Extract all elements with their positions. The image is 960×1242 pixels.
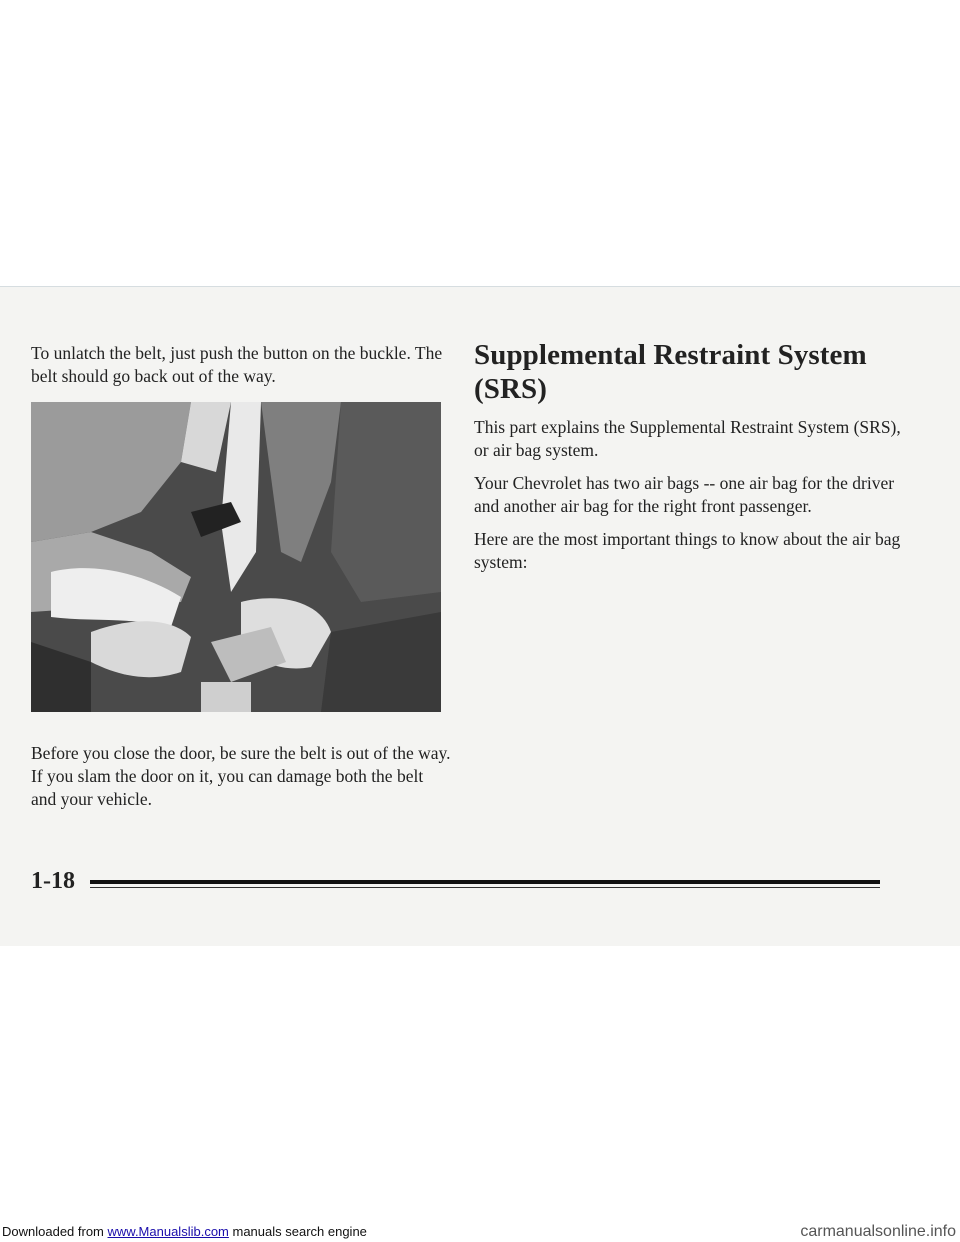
unlatch-paragraph: To unlatch the belt, just push the button on the buckle. The belt should go back out of the way. xyxy=(31,343,443,386)
footer-rule xyxy=(90,880,880,884)
download-prefix: Downloaded from xyxy=(2,1224,108,1239)
manualslib-link[interactable]: www.Manualslib.com xyxy=(107,1224,229,1239)
seatbelt-buckle-drawing xyxy=(31,402,441,712)
left-column xyxy=(31,342,451,388)
page-number: 1-18 xyxy=(31,868,75,894)
srs-paragraph-2: Your Chevrolet has two air bags -- one air bag for the driver and another air bag for the right front passenger. xyxy=(474,473,895,516)
seatbelt-buckle-illustration xyxy=(31,402,441,712)
srs-paragraph-1: This part explains the Supplemental Restraint System (SRS), or air bag system. xyxy=(474,417,901,460)
footer-rule-thin xyxy=(90,887,880,888)
left-column-after-image xyxy=(31,742,451,811)
watermark: carmanualsonline.info xyxy=(800,1223,956,1240)
srs-heading: Supplemental Restraint System (SRS) xyxy=(474,339,867,405)
download-suffix: manuals search engine xyxy=(228,1224,367,1239)
srs-paragraph-3: Here are the most important things to know about the air bag system: xyxy=(474,529,901,572)
download-notice xyxy=(2,1222,367,1242)
right-column xyxy=(474,338,914,584)
top-rule xyxy=(0,286,960,287)
download-bar xyxy=(0,1222,960,1242)
door-warning-paragraph: Before you close the door, be sure the belt is out of the way. If you slam the door on it, you can damage both the belt and your vehicle. xyxy=(31,743,451,809)
